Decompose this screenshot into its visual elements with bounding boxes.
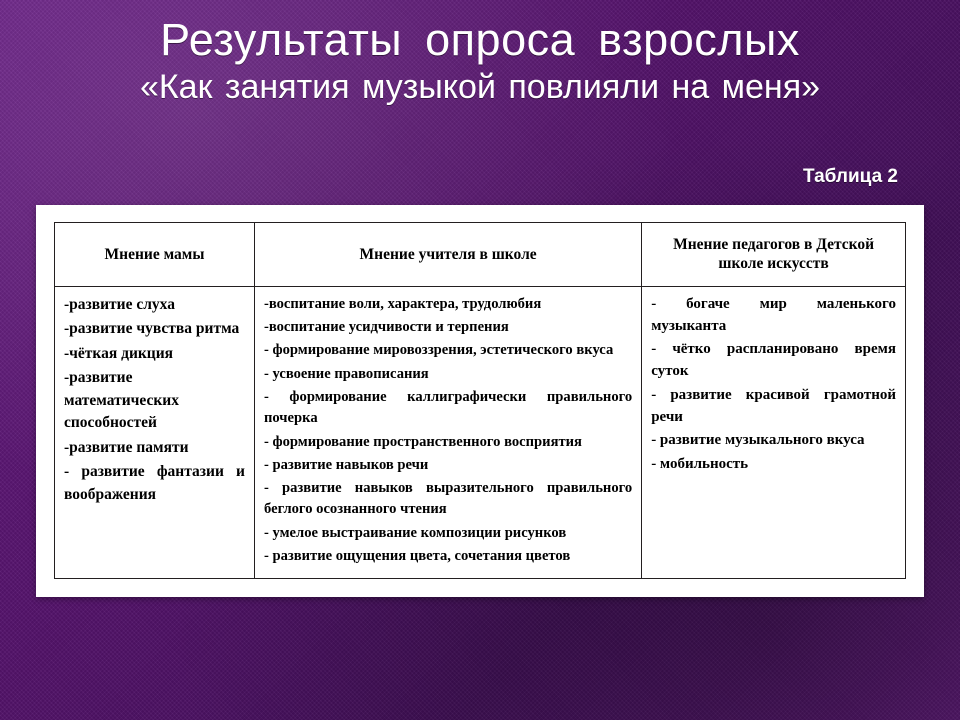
table-header-row [55,223,906,287]
list-item: - формирование мировоззрения, эстетического вкуса [263,342,614,359]
column-header-mother: Мнение мамы [55,223,255,287]
list-item: -развитие памяти [64,438,189,456]
list-item: -воспитание усидчивости и терпения [263,319,509,336]
list-item: - развитие навыков речи [263,456,429,473]
list-item: -развитие математических способностей [64,369,179,432]
title-block [0,16,960,107]
list-school-teacher [264,294,632,568]
table-row [55,286,906,579]
list-item: -воспитание воли, характера, трудолюбия [263,295,542,312]
list-item: - развитие ощущения цвета, сочетания цветов [263,548,571,565]
results-table [54,222,906,579]
list-mother [64,294,245,506]
list-art-school [651,294,896,476]
list-item: - богаче мир маленького музыканта [651,295,896,334]
column-header-art-school-teachers: Мнение педагогов в Детской школе искусств [642,223,906,287]
cell-art-school-opinions [642,286,906,579]
list-item: -развитие слуха [64,295,175,313]
list-item: -развитие чувства ритма [64,320,240,338]
list-item: -чёткая дикция [64,344,174,362]
cell-mother-opinions [55,286,255,579]
list-item: - усвоение правописания [263,365,429,382]
list-item: - чётко распланировано время суток [651,341,896,379]
list-item: - умелое выстраивание композиции рисунков [263,524,567,541]
list-item: - развитие красивой грамотной речи [651,386,896,425]
table-caption: Таблица 2 [802,166,898,187]
table-container [36,205,924,597]
page-title: Результаты опроса взрослых [160,14,800,65]
column-header-school-teacher: Мнение учителя в школе [254,223,641,287]
list-item: - формирование пространственного восприятия [263,433,582,450]
list-item: - мобильность [651,456,749,472]
list-item: - развитие фантазии и воображения [64,463,245,503]
page-subtitle: «Как занятия музыкой повлияли на меня» [139,67,821,106]
list-item: - развитие навыков выразительного правильного беглого осознанного чтения [263,480,633,518]
cell-school-teacher-opinions [254,286,641,579]
list-item: - формирование каллиграфически правильного почерка [263,388,633,427]
list-item: - развитие музыкального вкуса [651,432,865,449]
